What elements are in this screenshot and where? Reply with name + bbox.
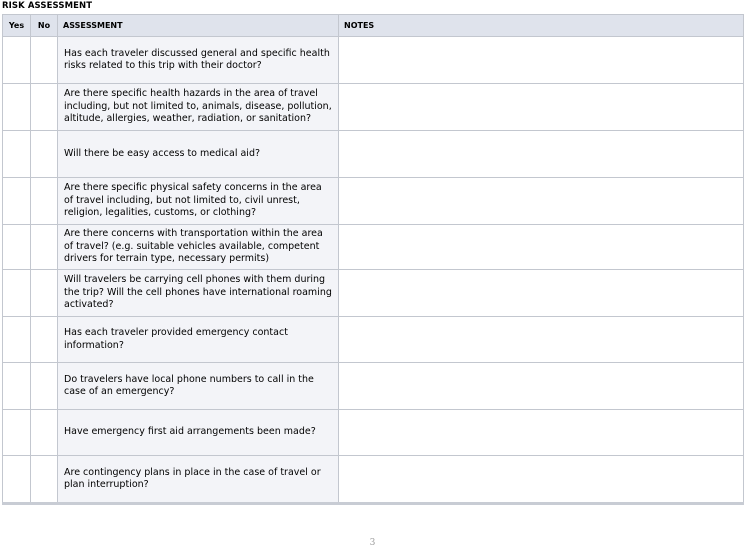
notes-cell[interactable]: [339, 456, 744, 504]
yes-cell[interactable]: [3, 178, 31, 225]
notes-cell[interactable]: [339, 317, 744, 363]
table-row: [3, 410, 744, 456]
table-row: [3, 363, 744, 410]
table-row: [3, 270, 744, 317]
table-row: [3, 456, 744, 504]
page-title: RISK ASSESSMENT: [2, 1, 93, 11]
yes-cell[interactable]: [3, 270, 31, 317]
no-cell[interactable]: [31, 317, 58, 363]
yes-cell[interactable]: [3, 363, 31, 410]
no-cell[interactable]: [31, 363, 58, 410]
yes-cell[interactable]: [3, 131, 31, 178]
assessment-cell: Are there specific physical safety concerns in the area of travel including, but not limited to, civil unrest, religion, legalities, customs, or clothing?: [58, 178, 339, 225]
assessment-cell: Has each traveler discussed general and specific health risks related to this trip with their doctor?: [58, 37, 339, 84]
table-row: [3, 131, 744, 178]
yes-cell[interactable]: [3, 84, 31, 131]
no-cell[interactable]: [31, 270, 58, 317]
assessment-cell: Are there concerns with transportation within the area of travel? (e.g. suitable vehicles available, competent drivers for terrain type, necessary permits): [58, 225, 339, 270]
no-cell[interactable]: [31, 84, 58, 131]
page-number: 3: [369, 538, 376, 548]
risk-assessment-table: [2, 14, 744, 505]
assessment-cell: Has each traveler provided emergency contact information?: [58, 317, 339, 363]
notes-cell[interactable]: [339, 410, 744, 456]
notes-cell[interactable]: [339, 84, 744, 131]
assessment-cell: Have emergency first aid arrangements been made?: [58, 410, 339, 456]
notes-cell[interactable]: [339, 363, 744, 410]
notes-cell[interactable]: [339, 270, 744, 317]
yes-cell[interactable]: [3, 37, 31, 84]
header-notes: NOTES: [339, 15, 744, 37]
notes-cell[interactable]: [339, 178, 744, 225]
table-header-row: [3, 15, 744, 37]
assessment-cell: Are there specific health hazards in the area of travel including, but not limited to, animals, disease, pollution, altitude, allergies, weather, radiation, or sanitation?: [58, 84, 339, 131]
no-cell[interactable]: [31, 131, 58, 178]
no-cell[interactable]: [31, 225, 58, 270]
notes-cell[interactable]: [339, 225, 744, 270]
yes-cell[interactable]: [3, 317, 31, 363]
no-cell[interactable]: [31, 178, 58, 225]
table-row: [3, 317, 744, 363]
table-row: [3, 178, 744, 225]
assessment-cell: Will there be easy access to medical aid?: [58, 131, 339, 178]
header-assessment: ASSESSMENT: [58, 15, 339, 37]
assessment-cell: Are contingency plans in place in the case of travel or plan interruption?: [58, 456, 339, 504]
header-no: No: [31, 15, 58, 37]
no-cell[interactable]: [31, 456, 58, 504]
header-yes: Yes: [3, 15, 31, 37]
notes-cell[interactable]: [339, 131, 744, 178]
table-row: [3, 37, 744, 84]
assessment-cell: Will travelers be carrying cell phones with them during the trip? Will the cell phones have international roaming activated?: [58, 270, 339, 317]
yes-cell[interactable]: [3, 410, 31, 456]
table-row: [3, 84, 744, 131]
assessment-cell: Do travelers have local phone numbers to call in the case of an emergency?: [58, 363, 339, 410]
yes-cell[interactable]: [3, 456, 31, 504]
no-cell[interactable]: [31, 410, 58, 456]
no-cell[interactable]: [31, 37, 58, 84]
notes-cell[interactable]: [339, 37, 744, 84]
yes-cell[interactable]: [3, 225, 31, 270]
table-row: [3, 225, 744, 270]
